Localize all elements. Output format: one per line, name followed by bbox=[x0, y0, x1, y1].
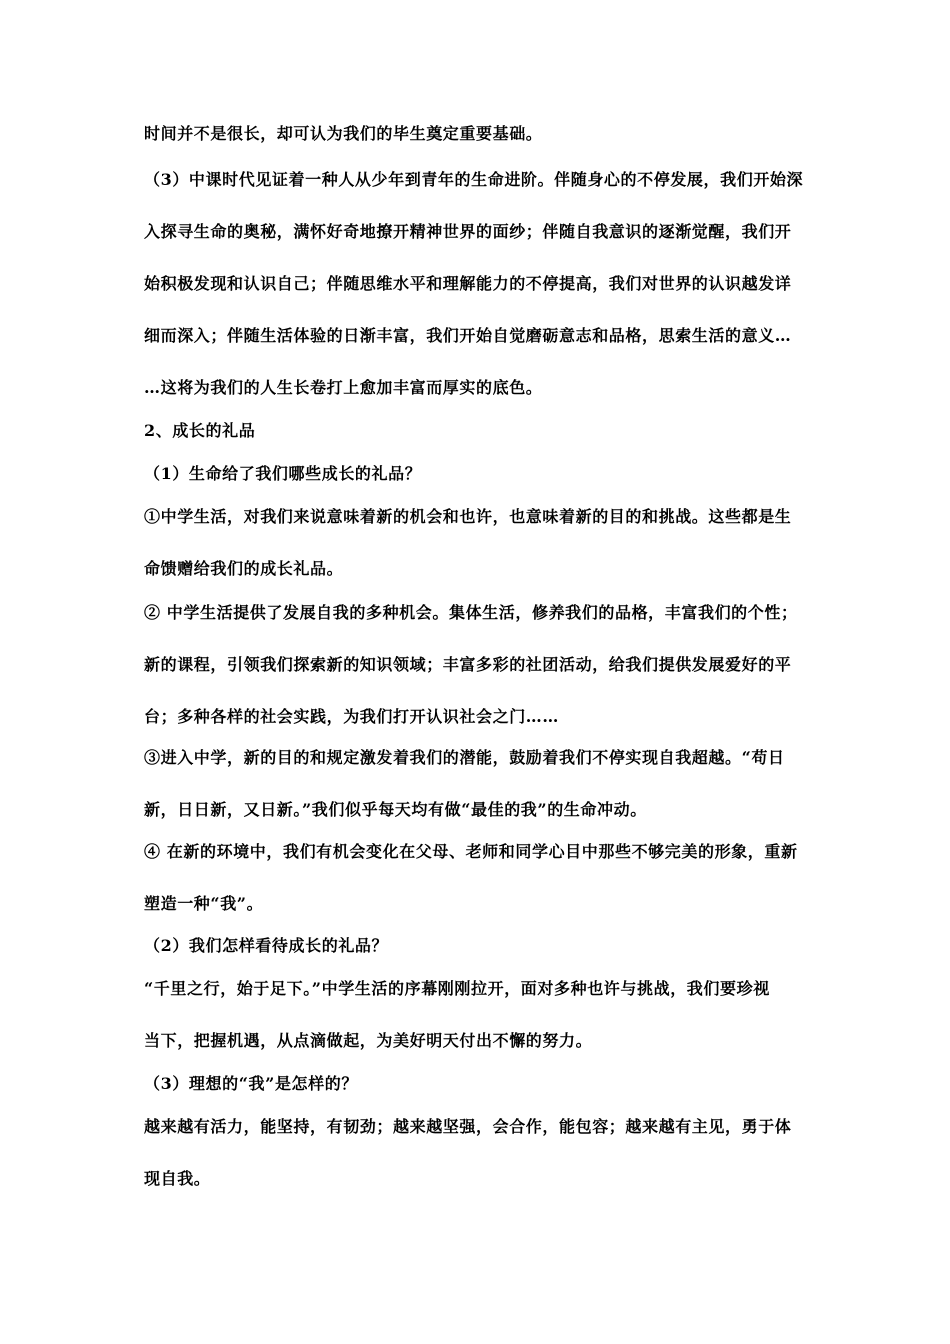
paragraph-line: ② 中学生活提供了发展自我的多种机会。集体生活，修养我们的品格，丰富我们的个性； bbox=[144, 603, 798, 622]
paragraph-line: （3）中课时代见证着一种人从少年到青年的生命进阶。伴随身心的不停发展，我们开始深 bbox=[144, 170, 804, 189]
subsection-heading: （3）理想的“我”是怎样的？ bbox=[144, 1074, 358, 1093]
paragraph-line: 台；多种各样的社会实践，为我们打开认识社会之门…… bbox=[144, 707, 560, 726]
paragraph-line: ④ 在新的环境中，我们有机会变化在父母、老师和同学心目中那些不够完美的形象，重新 bbox=[144, 842, 798, 861]
paragraph-line: 新的课程，引领我们探索新的知识领域；丰富多彩的社团活动，给我们提供发展爱好的平 bbox=[144, 655, 792, 674]
paragraph-line: 新，日日新，又日新。”我们似乎每天均有做“最佳的我”的生命冲动。 bbox=[144, 800, 647, 819]
paragraph-line: 当下，把握机遇，从点滴做起，为美好明天付出不懈的努力。 bbox=[144, 1031, 593, 1050]
paragraph-line: 命馈赠给我们的成长礼品。 bbox=[144, 559, 344, 578]
paragraph-line: ③进入中学，新的目的和规定激发着我们的潜能，鼓励着我们不停实现自我超越。“苟日 bbox=[144, 748, 785, 767]
paragraph-line: 越来越有活力，能坚持，有韧劲；越来越坚强，会合作，能包容；越来越有主见，勇于体 bbox=[144, 1117, 792, 1136]
subsection-heading: （1）生命给了我们哪些成长的礼品？ bbox=[144, 464, 422, 483]
paragraph-line: 时间并不是很长，却可认为我们的毕生奠定重要基础。 bbox=[144, 124, 543, 143]
section-heading: 2、成长的礼品 bbox=[144, 421, 256, 440]
paragraph-line: ①中学生活，对我们来说意味着新的机会和也许，也意味着新的目的和挑战。这些都是生 bbox=[144, 507, 792, 526]
paragraph-line: 始积极发现和认识自己；伴随思维水平和理解能力的不停提高，我们对世界的认识越发详 bbox=[144, 274, 792, 293]
paragraph-line: …这将为我们的人生长卷打上愈加丰富而厚实的底色。 bbox=[144, 378, 543, 397]
subsection-heading: （2）我们怎样看待成长的礼品？ bbox=[144, 936, 389, 955]
paragraph-line: “千里之行，始于足下。”中学生活的序幕刚刚拉开，面对多种也许与挑战，我们要珍视 bbox=[144, 979, 770, 998]
paragraph-line: 入探寻生命的奥秘，满怀好奇地撩开精神世界的面纱；伴随自我意识的逐渐觉醒，我们开 bbox=[144, 222, 792, 241]
paragraph-line: 塑造一种“我”。 bbox=[144, 894, 264, 913]
paragraph-line: 现自我。 bbox=[144, 1169, 211, 1188]
paragraph-line: 细而深入；伴随生活体验的日渐丰富，我们开始自觉磨砺意志和品格，思索生活的意义… bbox=[144, 326, 792, 345]
